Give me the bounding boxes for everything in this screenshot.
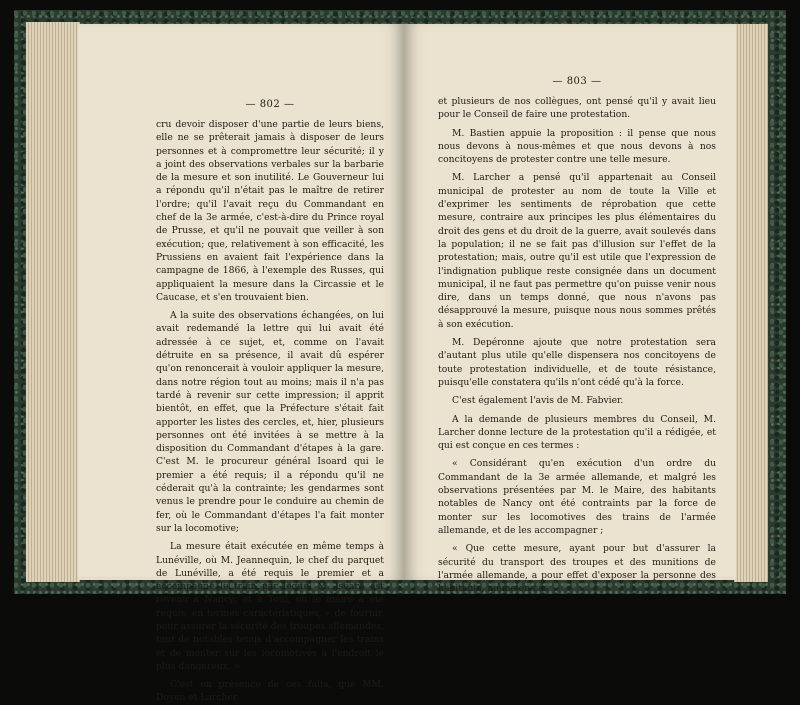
left-page <box>78 24 404 704</box>
paragraph: A la demande de plusieurs membres du Conseil, M. Larcher donne lecture de la protestation qu'il a rédigée, et qui est conçue en ces termes : <box>438 413 716 452</box>
paragraph: M. Depéronne ajoute que notre protestation sera d'autant plus utile qu'elle dispensera nos concitoyens de toute protestation individuelle, et de toute résistance, puisqu'elle constatera qu'ils n'ont cédé qu'à la force. <box>438 337 716 388</box>
page-number: — 803 — <box>552 76 602 87</box>
paragraph: M. Bastien appuie la proposition : il pense que nous nous devons à nous-mêmes et que nous devons à nos concitoyens de protester contre une telle mesure. <box>438 127 716 166</box>
paragraph: La mesure était exécutée en même temps à Lunéville, où M. Jeannequin, le chef du parquet de Lunéville, a été requis le premier et a accompagné le train par lequel M. Isoard est revenu à Nancy; et à Toul, où le maire a été requis, en termes caractéristiques, « de fournir, pour assurer la sécurité des troupes allemandes, tant de notables tenus d'accompagner les trains et de monter sur les locomotives à l'endroit le plus dangereux. » <box>156 541 384 672</box>
paragraph: M. Larcher a pensé qu'il appartenait au Conseil municipal de protester au nom de toute la Ville et d'exprimer les sentiments de réprobation que cette mesure, contraire aux principes les plus élémentaires du droit des gens et du droit de la guerre, avait soulevés dans la population; il ne se fait pas d'illusion sur l'effet de la protestation; mais, outre qu'il est utile que l'expression de l'indignation publique reste consignée dans un document municipal, il ne faut pas permettre qu'on puisse venir nous dire, dans un temps donné, que nous n'avons pas désapprouvé la mesure, puisque nous nous sommes prêtés à son exécution. <box>438 172 716 330</box>
paragraph: cru devoir disposer d'une partie de leurs biens, elle ne se prêterait jamais à disposer de leurs personnes et à compromettre leur sécurité; il y a joint des observations verbales sur la barbarie de la mesure et son inutilité. Le Gouverneur lui a répondu qu'il n'était pas le maître de retirer l'ordre; qu'il l'avait reçu du Commandant en chef de la 3e armée, c'est-à-dire du Prince royal de Prusse, et qu'il ne pouvait que veiller à son exécution; que, relativement à son efficacité, les Prussiens en avaient fait l'expérience dans la campagne de 1866, à l'exemple des Russes, qui appliquaient la mesure dans la Circassie et le Caucase, et s'en trouvaient bien. <box>156 119 384 303</box>
page-edges-left <box>26 22 80 582</box>
page-number: — 802 — <box>245 99 295 110</box>
quote-paragraph: « Considérant qu'en exécution d'un ordre du Commandant de la 3e armée allemande, et malgré les observations présentées par M. le Maire, des habitants notables de Nancy ont été contraints par la force de monter sur les locomotives des trains de l'armée allemande, et de les accompagner ; <box>438 458 716 536</box>
paragraph: C'est en présence de ces faits, que MM. Doyen et Larcher <box>156 679 384 704</box>
paragraph: et plusieurs de nos collègues, ont pensé qu'il y avait lieu pour le Conseil de faire une protestation. <box>438 96 716 121</box>
paragraph: A la suite des observations échangées, on lui avait redemandé la lettre qui lui avait été adressée à ce sujet, et, comme on l'avait détruite en sa présence, il avait dû espérer qu'on renoncerait à vouloir appliquer la mesure, dans notre région tout au moins; mais il n'a pas tardé à revenir sur cette impression; il apprit bientôt, en effet, que la Préfecture s'était fait apporter les listes des cercles, et, hier, plusieurs personnes ont été invitées à se mettre à la disposition du Commandant d'étapes à la gare. C'est M. le procureur général Isoard qui le premier a été requis; il a répondu qu'il ne céderait qu'à la contrainte; les gendarmes sont venus le prendre pour le conduire au chemin de fer, où le Commandant d'étapes l'a fait monter sur la locomotive; <box>156 310 384 534</box>
quote-paragraph: « Que cette mesure, ayant pour but d'assurer la sécurité du transport des troupes et des munitions de l'armée allemande, a pour effet d'exposer la personne des habitants, même en cas <box>438 543 716 595</box>
right-page <box>404 24 736 595</box>
page-edges-right <box>734 24 768 582</box>
paragraph: C'est également l'avis de M. Fabvier. <box>452 395 624 407</box>
